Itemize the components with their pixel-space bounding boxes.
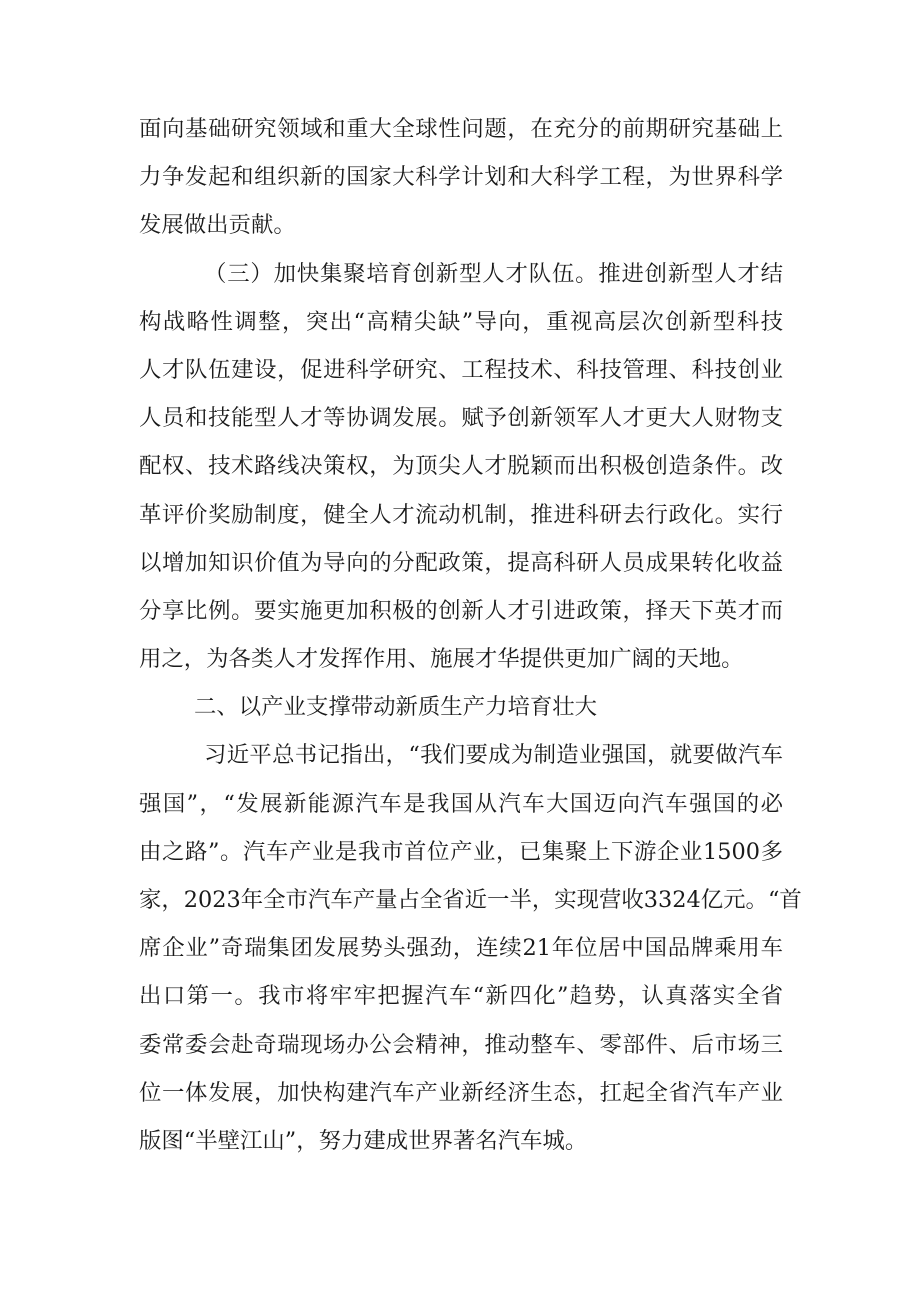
text-line: 以增加知识价值为导向的分配政策，提高科研人员成果转化收益 [139, 549, 783, 576]
text-line: 家，2023年全市汽车产量占全省近一半，实现营收3324亿元。“首 [139, 887, 802, 913]
text-line: 配权、技术路线决策权，为顶尖人才脱颖而出积极创造条件。改 [139, 453, 783, 480]
paragraph-auto-industry [139, 731, 802, 1165]
text-line: 由之路”。汽车产业是我市首位产业，已集聚上下游企业1500多 [139, 838, 783, 865]
paragraph-talent-team [139, 250, 783, 684]
text-line: 强国”，“发展新能源汽车是我国从汽车大国迈向汽车强国的必 [139, 790, 783, 817]
text-line: 发展做出贡献。 [139, 212, 296, 239]
text-line: 力争发起和组织新的国家大科学计划和大科学工程，为世界科学 [139, 164, 783, 191]
text-line: 用之，为各类人才发挥作用、施展才华提供更加广阔的天地。 [139, 646, 744, 673]
text-line: 委常委会赴奇瑞现场办公会精神，推动整车、零部件、后市场三 [139, 1031, 783, 1058]
text-line: （三）加快集聚培育创新型人才队伍。推进创新型人才结 [204, 260, 783, 287]
paragraph-research-fields [139, 105, 783, 250]
text-line: 版图“半壁江山”，努力建成世界著名汽车城。 [139, 1127, 588, 1154]
text-line: 人才队伍建设，促进科学研究、工程技术、科技管理、科技创业 [139, 356, 783, 383]
text-line: 分享比例。要实施更加积极的创新人才引进政策，择天下英才而 [139, 597, 783, 624]
section-heading-text: 二、以产业支撑带动新质生产力培育壮大 [194, 694, 598, 721]
section-heading [139, 683, 783, 731]
text-line: 习近平总书记指出，“我们要成为制造业强国，就要做汽车 [204, 742, 783, 769]
text-line: 构战略性调整，突出“高精尖缺”导向，重视高层次创新型科技 [139, 308, 783, 335]
document-body [139, 105, 802, 1165]
text-line: 人员和技能型人才等协调发展。赋予创新领军人才更大人财物支 [139, 405, 783, 432]
text-line: 出口第一。我市将牢牢把握汽车“新四化”趋势，认真落实全省 [139, 983, 783, 1010]
text-line: 面向基础研究领域和重大全球性问题，在充分的前期研究基础上 [139, 116, 783, 142]
text-line: 革评价奖励制度，健全人才流动机制，推进科研去行政化。实行 [139, 501, 783, 528]
text-line: 位一体发展，加快构建汽车产业新经济生态，扛起全省汽车产业 [139, 1079, 783, 1106]
text-line: 席企业”奇瑞集团发展势头强劲，连续21年位居中国品牌乘用车 [139, 935, 783, 962]
